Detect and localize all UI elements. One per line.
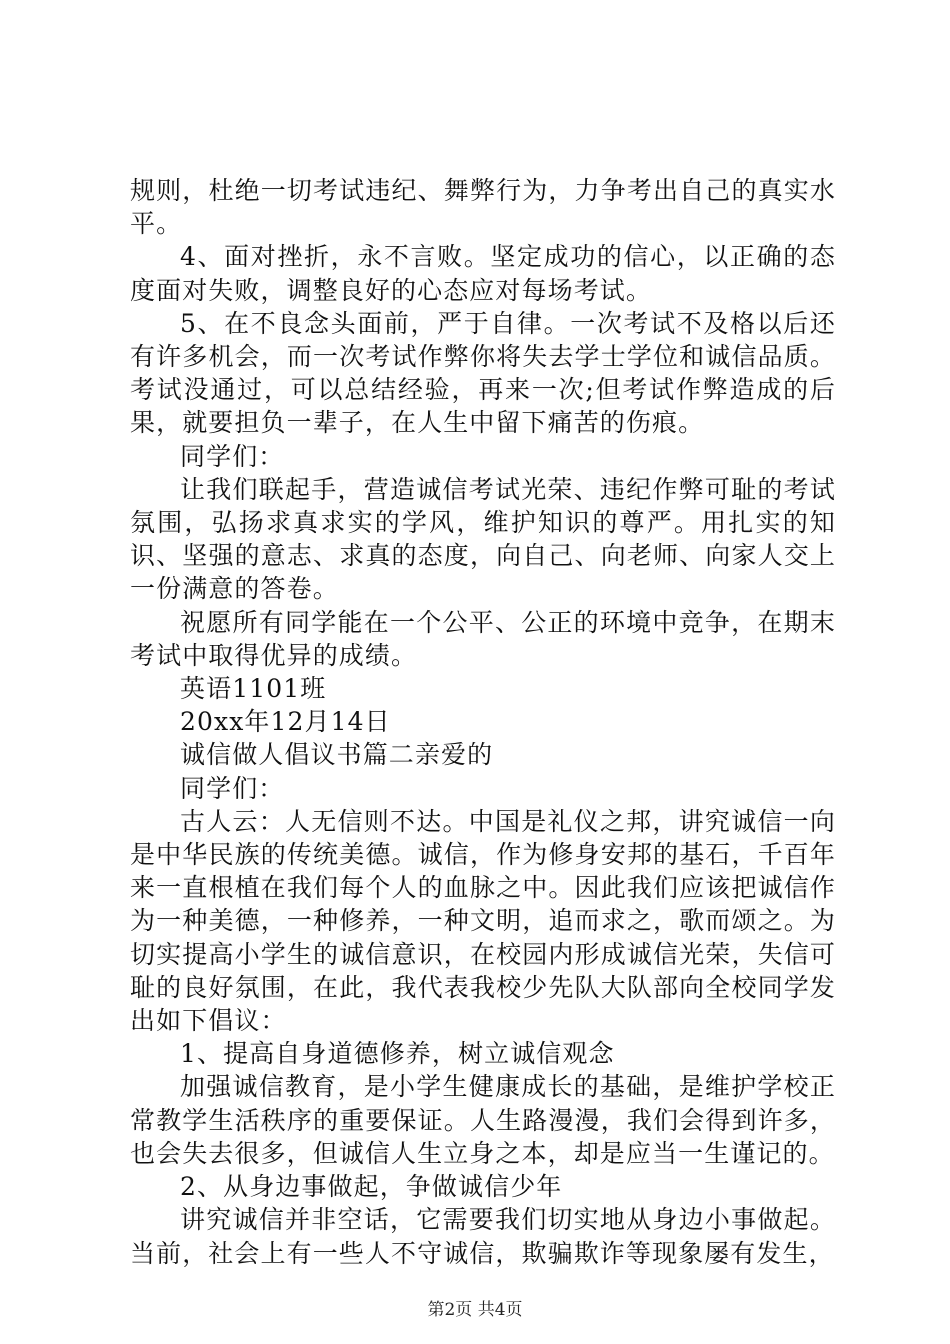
paragraph-10: 同学们： bbox=[180, 773, 285, 803]
paragraph-12: 1、提高自身道德修养，树立诚信观念 bbox=[180, 1039, 615, 1069]
paragraph-13: 加强诚信教育，是小学生健康成长的基础，是维护学校正常教学生活秩序的重要保证。人生路漫漫，我们会得到许多，也会失去很多，但诚信人生立身之本，却是应当一生谨记的。 bbox=[130, 1072, 836, 1168]
signature-date: 20xx年12月14日 bbox=[180, 707, 391, 737]
paragraph-1: 规则，杜绝一切考试违纪、舞弊行为，力争考出自己的真实水平。 bbox=[130, 176, 836, 239]
paragraph-15: 讲究诚信并非空话，它需要我们切实地从身边小事做起。当前，社会上有一些人不守诚信，欺骗欺诈等现象屡有发生， bbox=[130, 1205, 836, 1268]
paragraph-2: 4、面对挫折，永不言败。坚定成功的信心，以正确的态度面对失败，调整良好的心态应对每场考试。 bbox=[130, 242, 836, 305]
page-footer: 第2页 共4页 bbox=[427, 1300, 523, 1320]
document-body bbox=[130, 174, 836, 1270]
signature-class: 英语1101班 bbox=[180, 674, 327, 704]
section-heading: 诚信做人倡议书篇二亲爱的 bbox=[180, 740, 494, 770]
paragraph-4: 同学们： bbox=[180, 441, 285, 471]
paragraph-5: 让我们联起手，营造诚信考试光荣、违纪作弊可耻的考试氛围，弘扬求真求实的学风，维护知识的尊严。用扎实的知识、坚强的意志、求真的态度，向自己、向老师、向家人交上一份满意的答卷。 bbox=[130, 474, 836, 604]
paragraph-11: 古人云：人无信则不达。中国是礼仪之邦，讲究诚信一向是中华民族的传统美德。诚信，作为修身安邦的基石，千百年来一直根植在我们每个人的血脉之中。因此我们应该把诚信作为一种美德，一种修养，一种文明，追而求之，歌而颂之。为切实提高小学生的诚信意识，在校园内形成诚信光荣，失信可耻的良好氛围，在此，我代表我校少先队大队部向全校同学发出如下倡议： bbox=[130, 806, 836, 1036]
paragraph-3: 5、在不良念头面前，严于自律。一次考试不及格以后还有许多机会，而一次考试作弊你将失去学士学位和诚信品质。考试没通过，可以总结经验，再来一次;但考试作弊造成的后果，就要担负一辈子，在人生中留下痛苦的伤痕。 bbox=[130, 308, 836, 438]
paragraph-6: 祝愿所有同学能在一个公平、公正的环境中竞争，在期末考试中取得优异的成绩。 bbox=[130, 607, 836, 670]
paragraph-14: 2、从身边事做起，争做诚信少年 bbox=[180, 1172, 563, 1202]
